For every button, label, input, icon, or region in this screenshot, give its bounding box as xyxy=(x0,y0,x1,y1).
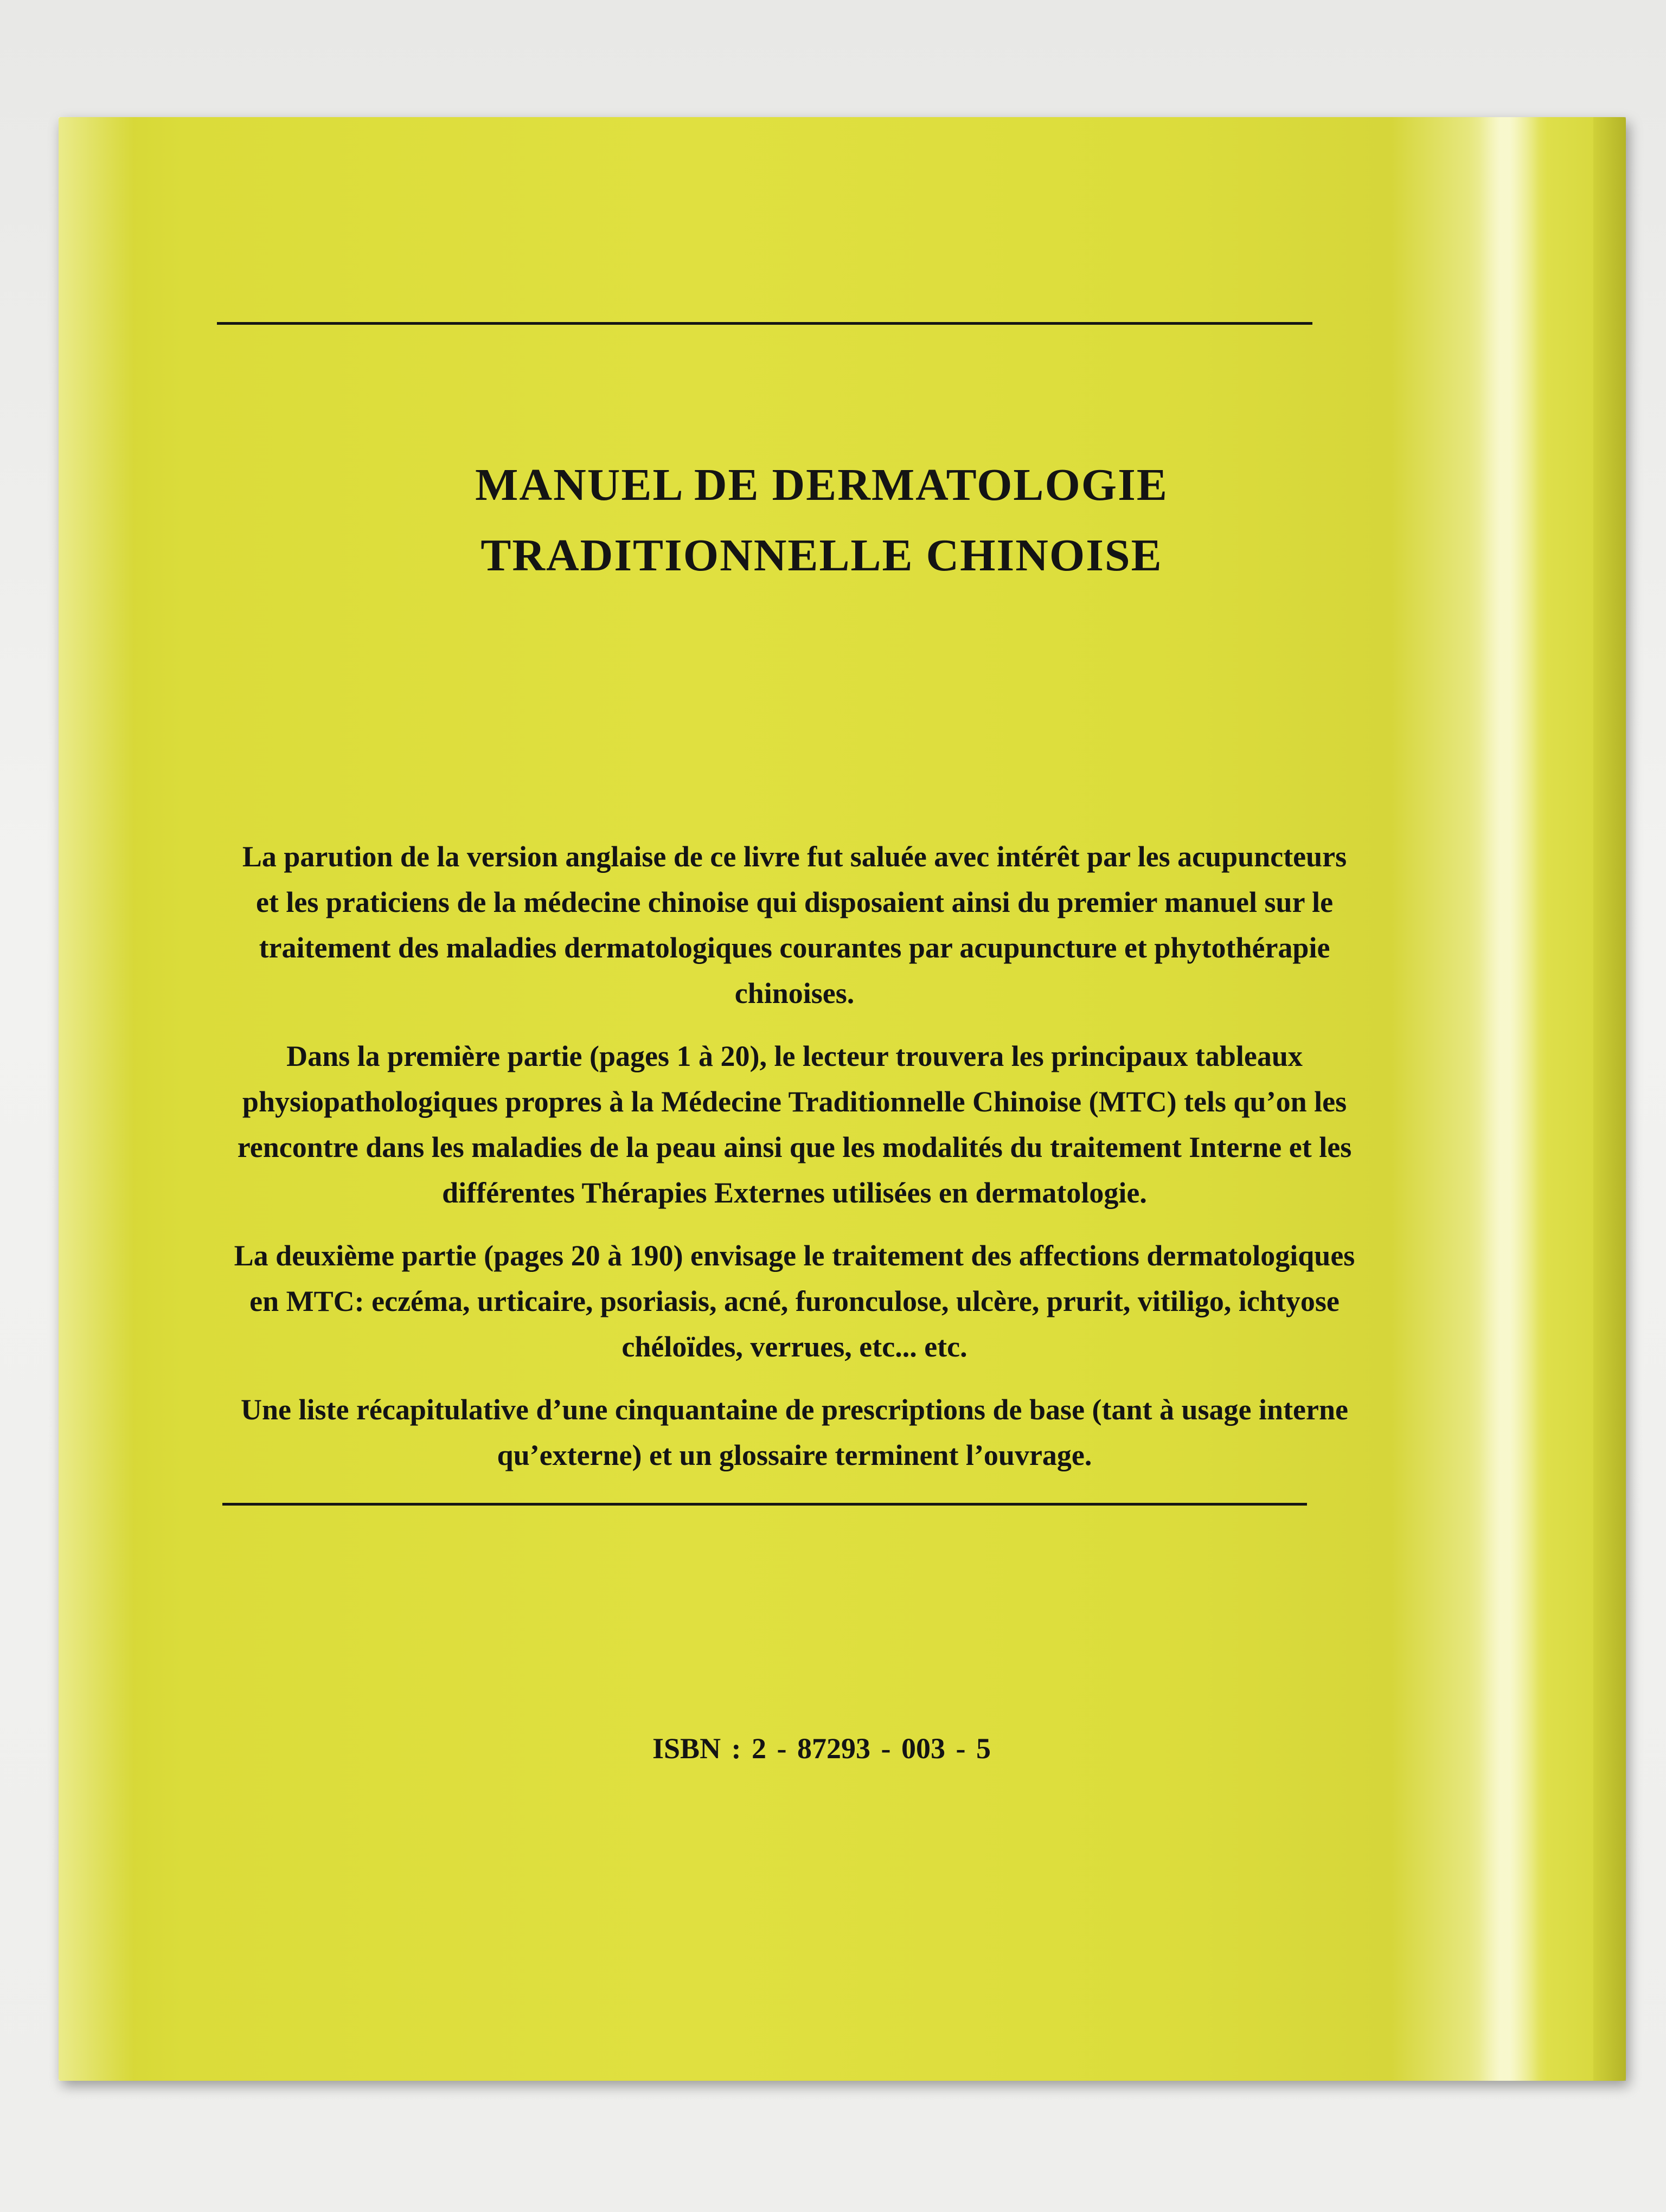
description-text xyxy=(228,834,1361,1495)
paragraph-intro: La parution de la version anglaise de ce livre fut saluée avec intérêt par les acupuncteurs et les praticiens de la médecine chinoise qui disposaient ainsi du premier manuel sur le traitement des maladies dermatologiques courantes par acupuncture et phytothérapie chinoises. xyxy=(242,840,1347,1009)
bottom-divider-rule xyxy=(222,1503,1307,1506)
book-title xyxy=(217,450,1426,591)
light-glare-right xyxy=(1479,117,1539,2081)
paragraph-part-two: La deuxième partie (pages 20 à 190) envisage le traitement des affections dermatologiques en MTC: eczéma, urticaire, psoriasis, acné, furonculose, ulcère, prurit, vitiligo, ichtyose chéloïdes, verrues, etc... etc. xyxy=(234,1239,1355,1363)
title-line-1: MANUEL DE DERMATOLOGIE xyxy=(475,460,1168,510)
title-line-2: TRADITIONNELLE CHINOISE xyxy=(480,530,1163,581)
spine-edge xyxy=(1593,117,1626,2081)
paragraph-part-one: Dans la première partie (pages 1 à 20), le lecteur trouvera les principaux tableaux physiopathologiques propres à la Médecine Traditionnelle Chinoise (MTC) tels qu’on les rencontre dans les maladies de la peau ainsi que les modalités du traitement Interne et les différentes Thérapies Externes utilisées en dermatologie. xyxy=(237,1040,1352,1209)
isbn-number: ISBN : 2 - 87293 - 003 - 5 xyxy=(652,1732,991,1765)
paragraph-conclusion: Une liste récapitulative d’une cinquantaine de prescriptions de base (tant à usage interne qu’externe) et un glossaire terminent l’ouvrage. xyxy=(241,1393,1348,1471)
light-glare-left xyxy=(59,117,134,2081)
top-divider-rule xyxy=(217,322,1312,325)
